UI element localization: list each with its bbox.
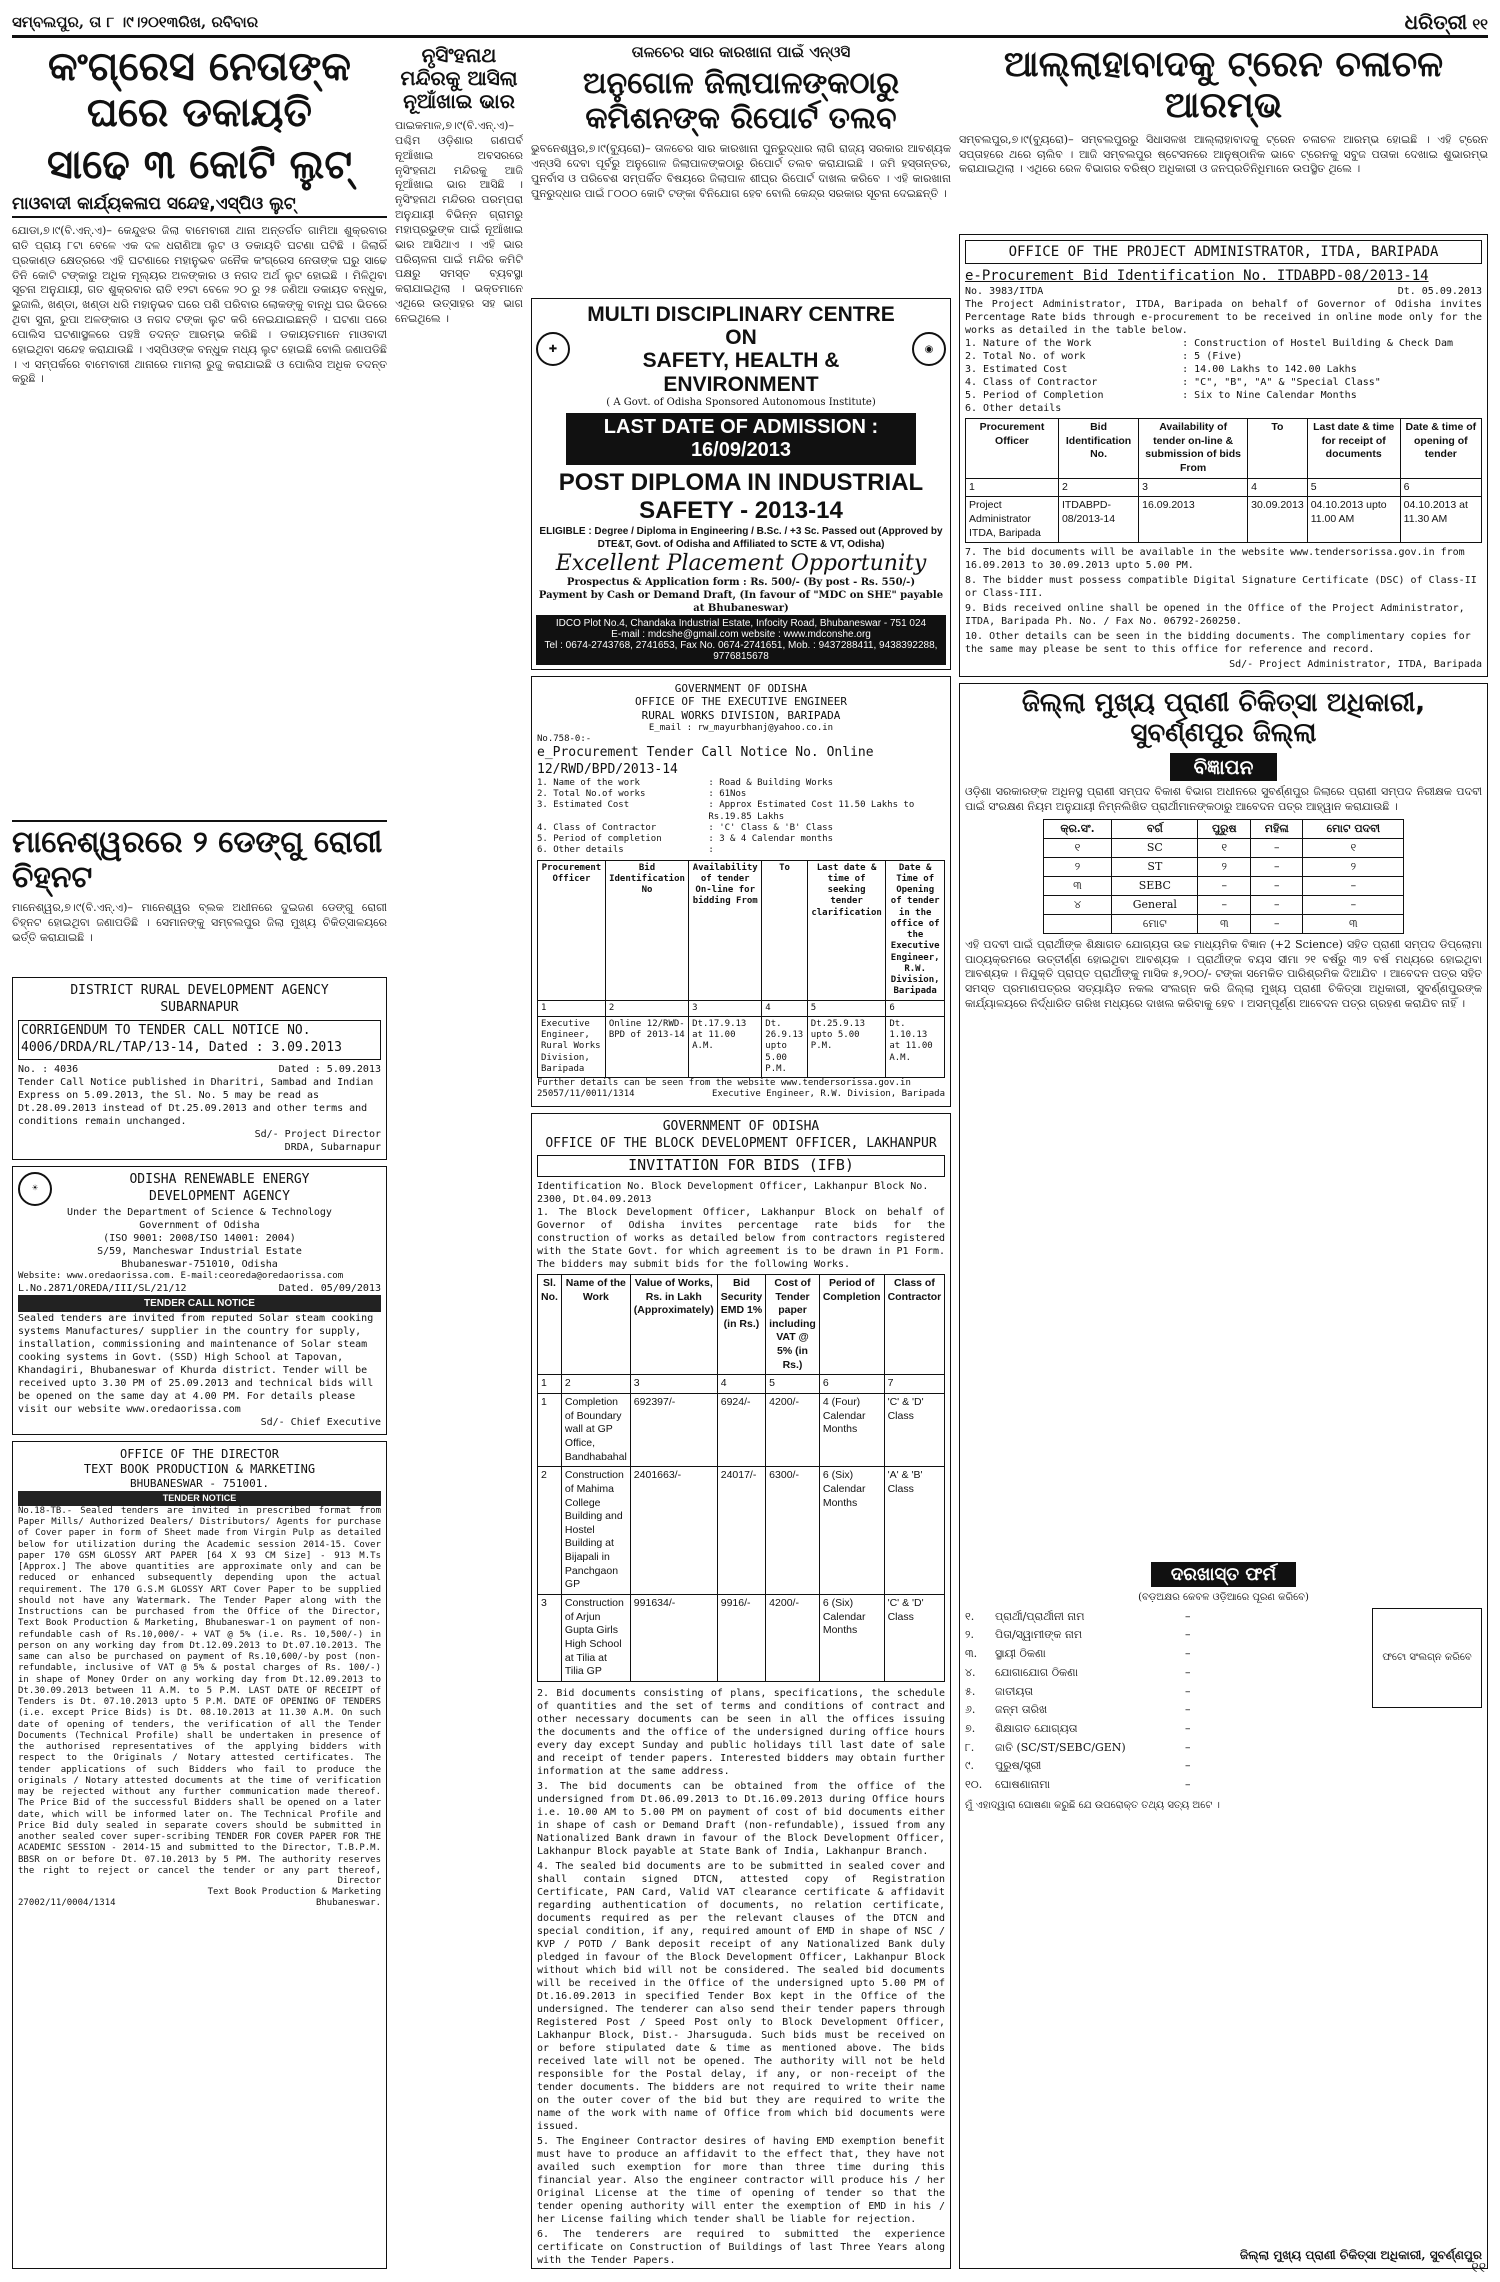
detail-key: 2. Total No. of work [965, 351, 1086, 363]
table-cell: 04.10.2013 upto 11.00 AM [1307, 497, 1400, 543]
rwd-details [537, 778, 945, 857]
cdvo-signature: ଜିଲ୍ଲା ମୁଖ୍ୟ ପ୍ରାଣୀ ଚିକିତ୍ସା ଅଧିକାରୀ, ସୁବର୍ଣ୍ଣପୁର [1239, 2248, 1482, 2262]
note-paragraph: 10. Other details can be seen in the bidding documents. The complimentary copies for the same may please be sent to this office for reference and record. [965, 631, 1471, 656]
note-paragraph: 7. The bid documents will be available in the website www.tendersorissa.gov.in from 16.09.2013 to 30.09.2013 upto 5.00 PM. [965, 547, 1465, 572]
table-header-cell: ବର୍ଗ [1112, 819, 1198, 838]
note-paragraph: 9. Bids received online shall be opened in the Office of the Project Administrator, ITDA, Baripada Ph. No. / Fax No. 06792-260250. [965, 603, 1465, 628]
table-cell: SC [1112, 838, 1198, 857]
table-number-cell: 5 [766, 1375, 820, 1394]
detail-value [1182, 402, 1482, 415]
itda-notes [965, 546, 1482, 656]
note-paragraph: 6. The tenderers are required to submitted the experience certificate on Construction of Buildings of last Three Years along with the Tender Papers. [537, 2228, 945, 2266]
form-field-blank: – [1185, 1647, 1191, 1661]
rwd-title: e_Procurement Tender Call Notice No. Online 12/RWD/BPD/2013-14 [537, 745, 874, 777]
itda-notice: OFFICE OF THE PROJECT ADMINISTRATOR, ITDA, BARIPADA e-Procurement Bid Identification No. ITDABPD-08/2013-14 No. 3983/ITDA Dt. 05.09.2013 The Project Administrator, ITDA, Baripada on behalf of Governor of Odisha invites Percentage Rate bids through e-procurement to be received in online mode only for the works as detailed in the table below. 1. Nature of the Work : Construction of Hostel Building & Check Dam 2. Total No. of work : 5 (Five) 3. Estimated Cost : 14.00 Lakhs to 142.00 Lakhs 4. Class of Contractor : "C", "B", "A" & "Special Class" 5. Period of Completion : Six to Nine Calendar Months 6. Other details Procurement Officer Bid Identification No. Availability of tender on-line & submission of bids From To Last date & time for receipt of documents Date & time of opening of tender 1 2 3 4 5 6 Project Administrator ITDA, Baripada ITDABPD-08/2013-14 16.09.2013 30.09.2013 04.10.2013 upto 11.00 AM 04.10.2013 at 11.30 AM 7. The bid documents will be available in the website www.tendersorissa.gov.in from 16.09.2013 to 30.09.2013 upto 5.00 PM. 8. The bidder must possess compatible Digital Signature Certificate (DSC) of Class-II or Class-III. 9. Bids received online shall be opened in the Office of the Project Administrator, ITDA, Baripada Ph. No. / Fax No. 06792-260250. 10. Other details can be seen in the bidding documents. The complimentary copies for the same may please be sent to this office for reference and record. Sd/- Project Administrator, ITDA, Baripada [959, 234, 1488, 678]
cdvo-body: ଏହି ପଦବୀ ପାଇଁ ପ୍ରାର୍ଥୀଙ୍କ ଶିକ୍ଷାଗତ ଯୋଗ୍ୟତା ଉଚ୍ଚ ମାଧ୍ୟମିକ ବିଜ୍ଞାନ (+2 Science) ସହିତ ପ୍ରାଣୀ ସମ୍ପଦ ଡିପ୍ଲୋମା ପାଠ୍ୟକ୍ରମରେ ଉତ୍ତୀର୍ଣ୍ଣ ହୋଇଥିବା ଆବଶ୍ୟକ । ପ୍ରାର୍ଥୀଙ୍କ ବୟସ ସୀମା ୨୧ ବର୍ଷରୁ ୩୨ ବର୍ଷ ମଧ୍ୟରେ ହୋଇଥିବା ଆବଶ୍ୟକ । ନିଯୁକ୍ତି ପ୍ରାପ୍ତ ପ୍ରାର୍ଥୀଙ୍କୁ ମାସିକ ୫,୨୦୦/- ଟଙ୍କା ସମେକିତ ପାରିଶ୍ରମିକ ଦିଆଯିବ । ଆବେଦନ ପତ୍ର ସହିତ ସମସ୍ତ ପ୍ରମାଣପତ୍ରର ସତ୍ୟାୟିତ ନକଲ ସଂଲଗ୍ନ କରି ଜିଲ୍ଲା ମୁଖ୍ୟ ପ୍ରାଣୀ ଚିକିତ୍ସା ଅଧିକାରୀ, ସୁବର୍ଣ୍ଣପୁରଙ୍କ କାର୍ଯ୍ୟାଳୟରେ ନିର୍ଦ୍ଧାରିତ ତାରିଖ ମଧ୍ୟରେ ଦାଖଲ କରିବାକୁ ହେବ । ଅସମ୍ପୂର୍ଣ୍ଣ ଆବେଦନ ପତ୍ର ଗ୍ରହଣ କରାଯିବ ନାହିଁ । [965, 937, 1482, 1011]
itda-table [965, 418, 1482, 543]
table-cell: ୧ [1043, 838, 1112, 857]
form-field-number: ୮. [965, 1740, 975, 1754]
table-number-cell: 4 [762, 1000, 808, 1016]
application-form-fields [965, 1608, 1364, 1795]
detail-key: 1. Name of the work [537, 777, 640, 788]
detail-key: 2. Total No.of works [537, 789, 646, 800]
cdvo-form-title: ଦରଖାସ୍ତ ଫର୍ମ [1151, 1562, 1296, 1587]
detail-row [965, 350, 1482, 363]
form-field-label: ଶିକ୍ଷାଗତ ଯୋଗ୍ୟତା [995, 1721, 1078, 1735]
table-cell: ୪ [1043, 895, 1112, 914]
detail-row [965, 402, 1482, 415]
table-number-cell: 2 [605, 1000, 688, 1016]
mdc-contact-bar: IDCO Plot No.4, Chandaka Industrial Estate, Infocity Road, Bhubaneswar - 751 024 E-mail : mdcshe@gmail.com website : www.mdconshe.org Tel : 0674-2743768, 2741653, Fax No. 0674-2741651, Mob. : 9437288411, 9438392288, 9776815678 [536, 615, 946, 665]
table-number-cell: 1 [538, 1375, 562, 1394]
table-header-cell: Last date & time for receipt of documents [1307, 419, 1400, 479]
table-number-cell: 3 [689, 1000, 762, 1016]
table-cell: Dt. 1.10.13 at 11.00 A.M. [886, 1016, 945, 1077]
table-cell: General [1112, 895, 1198, 914]
detail-row [537, 834, 945, 845]
table-cell: Construction of Mahima College Building and Hostel Building at Bijapali in Panchgaon GP [561, 1467, 630, 1595]
table-number-cell: 4 [717, 1375, 765, 1394]
form-field-row [965, 1757, 1364, 1776]
detail-row [537, 800, 945, 823]
oreda-notice: ☀ ODISHA RENEWABLE ENERGY DEVELOPMENT AGENCY Under the Department of Science & Technology Government of Odisha (ISO 9001: 2008/ISO 14001: 2004) S/59, Mancheswar Industrial Estate Bhubaneswar-751010, Odisha Website: www.oredaorissa.com. E-mail:ceoreda@oredaorissa.com L.No.2871/OREDA/III/SL/21/12 Dated. 05/09/2013 TENDER CALL NOTICE Sealed tenders are invited from reputed Solar steam cooking systems Manufactures/ supplier in the country for supply, installation, commissioning and maintenance of Solar steam cooking systems in Govt. (SSD) High School at Tapovan, Khandagiri, Bhubaneswar of Khurda district. Tender will be received upto 3.30 PM of 25.09.2013 and technical bids will be opened on the same day at 4.00 PM. For details please visit our website www.oredaorissa.com Sd/- Chief Executive [12, 1166, 387, 1435]
note-paragraph: 4. The sealed bid documents are to be submitted in sealed cover and shall contain signed DTCN, attested copy of Registration Certificate, PAN Card, Valid VAT clearance certificate & affidavit regarding authentication of documents, no relation certificate, documents required as per the relevant clauses of the DTCN and special condition, if any, required amount of EMD in shape of NSC / KVP / POTD / Bank deposit receipt of any Nationalized Bank duly pledged in favour of the Block Development Officer, Lakhanpur Block without which bid will not be considered. The sealed bid documents will be received in the Office of the undersigned upto 5.00 PM of Dt.16.09.2013 in specified Tender Box kept in the Office of the undersigned. The tenderer can also send their tender papers through Registered Post / Speed Post only to Block Development Officer, Lakhanpur Block, Dist.- Jharsuguda. Such bids must be received on or before stipulated date & time as mentioned above. The bids received late will not be opened. The authority will not be held responsible for the Postal delay, if any, or non-receipt of the tender documents. The bidders are not required to write their name on the outer cover of the bid but they are required to write the name of the work with name of Office from which bid documents were issued. [537, 1860, 945, 2132]
form-field-row [965, 1701, 1364, 1720]
detail-key: 6. Other details [965, 403, 1062, 415]
table-cell: ମୋଟ [1112, 914, 1198, 933]
table-cell: ୩ [1303, 914, 1404, 933]
table-cell: ୧ [1198, 838, 1251, 857]
form-field-number: ୪. [965, 1665, 976, 1679]
table-cell: 4200/- [766, 1394, 820, 1467]
detail-key: 6. Other details [537, 845, 624, 856]
form-field-label: ଜାତୀୟତା [995, 1684, 1034, 1698]
table-cell: ୨ [1043, 857, 1112, 876]
detail-row [537, 778, 945, 789]
form-field-label: ପିତା/ସ୍ୱାମୀଙ୍କ ନାମ [995, 1628, 1083, 1642]
form-field-blank: – [1185, 1759, 1191, 1773]
table-number-cell: 5 [1307, 478, 1400, 497]
table-cell: Dt.25.9.13 upto 5.00 P.M. [807, 1016, 886, 1077]
col3-body: ଭୁବନେଶ୍ୱର,୭।୯(ବ୍ୟୁରୋ)– ତାଳଚେର ସାର କାରଖାନା ପୁନରୁଦ୍ଧାର ଲାଗି ରାଜ୍ୟ ସରକାର ଆବଶ୍ୟକ ଏନ୍‌ଓସି ଦେବା ପୂର୍ବରୁ ଅନୁଗୋଳ ଜିଲାପାଳଙ୍କଠାରୁ ରିପୋର୍ଟ ତଲବ କରାଯାଇଛି । ଜମି ହସ୍ତାନ୍ତର, ପୁନର୍ବାସ ଓ ପରିବେଶ ସମ୍ପର୍କିତ ବିଷୟରେ ଜିଲାପାଳ ଶୀଘ୍ର ରିପୋର୍ଟ ଦାଖଲ କରିବେ । ଏହି କାରଖାନା ପୁନରୁଦ୍ଧାର ପାଇଁ ୮୦୦୦ କୋଟି ଟଙ୍କା ବିନିଯୋଗ ହେବ ବୋଲି କେନ୍ଦ୍ର ସରକାର ସୂଚନା ଦେଇଛନ୍ତି । [531, 142, 951, 200]
itda-details [965, 337, 1482, 415]
form-field-number: ୫. [965, 1684, 976, 1698]
col3-kicker: ତାଳଚେର ସାର କାରଖାନା ପାଇଁ ଏନ୍‌ଓସି [631, 44, 851, 61]
table-row [1043, 857, 1404, 876]
table-header-cell: ମହିଳା [1251, 819, 1303, 838]
mdc-last-date: LAST DATE OF ADMISSION : 16/09/2013 [566, 413, 916, 465]
table-cell: 6 (Six) Calendar Months [819, 1467, 884, 1595]
masthead [12, 8, 1488, 38]
col2-headline: ନୃସିଂହନାଥ ମନ୍ଦିରକୁ ଆସିଲା ନୂଆଁଖାଇ ଭାର [400, 44, 518, 113]
bdo-notice: GOVERNMENT OF ODISHA OFFICE OF THE BLOCK DEVELOPMENT OFFICER, LAKHANPUR INVITATION FOR BIDS (IFB) Identification No. Block Development Officer, Lakhanpur Block No. 2300, Dt.04.09.2013 1. The Block Development Officer, Lakhanpur Block on behalf of Governor of Odisha invites percentage rate bids for the construction of works as detailed below from contractors registered with the State Govt. for which agreement is to be drawn in P1 Form. The bidders may submit bids for the following Works. Sl. No. Name of the Work Value of Works, Rs. in Lakh (Approximately) Bid Security EMD 1% (in Rs.) Cost of Tender paper including VAT @ 5% (in Rs.) Period of Completion Class of Contractor 1 2 3 4 5 6 7 1 Completion of Boundary wall at GP Office, Bandhabahal 692397/- 6924/- 4200/- 4 (Four) Calendar Months 'C' & 'D' Class 2 Construction of Mahima College Building and Hostel Building at Bijapali in Panchgaon GP 2401663/- 24017/- 6300/- 6 (Six) Calendar Months 'A' & 'B' Class 3 Construction of Arjun Gupta Girls High School at Tilia at Tilia GP 991634/- 9916/- 4200/- 6 (Six) Calendar Months 'C' & 'D' Class 2. Bid documents consisting of plans, specifications, the schedule of quantities and the set of terms and conditions of contract and other necessary documents can be seen in all the offices issuing the documents and the office of the undersigned during office hours every day except Sunday and public holidays till last date of sale and receipt of tender papers. Interested bidders may obtain further information at the same address. 3. The bid documents can be obtained from the office of the undersigned from Dt.06.09.2013 to Dt.16.09.2013 during Office hours i.e. 10.00 AM to 5.00 PM on payment of cost of bid documents either in shape of cash or Demand Draft (non-refundable), issued from any Nationalized Bank drawn in favour of the Block Development Officer, Lakhanpur Block payable at State Bank of India, Lakhanpur Branch. 4. The sealed bid documents are to be submitted in sealed cover and shall contain signed DTCN, attested copy of Registration Certificate, PAN Card, Valid VAT clearance certificate & affidavit regarding authentication of documents, no relation certificate, documents required as per the relevant clauses of the DTCN and special condition, if any, required amount of EMD in shape of NSC / KVP / POTD / Bank deposit receipt of any Nationalized Bank duly pledged in favour of the Block Development Officer, Lakhanpur Block without which bid will not be considered. The sealed bid documents will be received in the Office of the undersigned upto 5.00 PM of Dt.16.09.2013 in specified Tender Box kept in the Office of the undersigned. The tenderer can also send their tender papers through Registered Post / Speed Post only to Block Development Officer, Lakhanpur Block, Dist.- Jharsuguda. Such bids must be received on or before stipulated date & time as mentioned above. The bids received late will not be opened. The authority will not be held responsible for the Postal delay, if any, or non-receipt of the tender documents. The bidders are not required to write their name on the outer cover of the bid but they are required to write the name of the work with name of Office from which bid documents were issued. 5. The Engineer Contractor desires of having EMD exemption benefit must have to produce an affidavit to the effect that, they have not availed such exemption for more than three time during this financial year. Also the engineer contractor will produce his / her Original License at the time of opening of tender so that the tender opening authority will enter the exemption of EMD in his / her License failing which tender shall be liable for rejection. 6. The tenderers are required to submitted the experience certificate on Construction of Buildings of last Three Years along with the Tender Papers. [531, 1113, 951, 2269]
table-number-cell: 2 [561, 1375, 630, 1394]
form-field-number: ୩. [965, 1647, 978, 1661]
column-3 [531, 44, 951, 2269]
form-field-blank: – [1185, 1740, 1191, 1754]
rwd-notice: GOVERNMENT OF ODISHA OFFICE OF THE EXECUTIVE ENGINEER RURAL WORKS DIVISION, BARIPADA E_mail : rw_mayurbhanj@yahoo.co.in No.758-0:- e_Procurement Tender Call Notice No. Online 12/RWD/BPD/2013-14 1. Name of the work : Road & Building Works 2. Total No.of works : 61Nos 3. Estimated Cost : Approx Estimated Cost 11.50 Lakhs to Rs.19.85 Lakhs 4. Class of Contractor : 'C' Class & 'B' Class 5. Period of completion : 3 & 4 Calendar months 6. Other details : Procurement Officer Bid Identification No Availability of tender On-line for bidding From To Last date & time of seeking tender clarification Date & Time of Opening of tender in the office of the Executive Engineer, R.W. Division, Baripada 1 2 3 4 5 6 Executive Engineer, Rural Works Division, Baripada Online 12/RWD-BPD of 2013-14 Dt.17.9.13 at 11.00 A.M. Dt. 26.9.13 upto 5.00 P.M. Dt.25.9.13 upto 5.00 P.M. Dt. 1.10.13 at 11.00 A.M. Further details can be seen from the website www.tendersorissa.gov.in 25057/11/0011/1314 Executive Engineer, R.W. Division, Baripada [531, 676, 951, 1107]
col4-headline: ଆଲ୍ଲାହାବାଦକୁ ଟ୍ରେନ ଚଳାଚଳ ଆରମ୍ଭ [1003, 44, 1444, 127]
table-row [538, 1394, 945, 1467]
table-header-cell: ମୋଟ ପଦବୀ [1303, 819, 1404, 838]
detail-value: : Approx Estimated Cost 11.50 Lakhs to Rs.19.85 Lakhs [708, 800, 915, 822]
oreda-logo-icon: ☀ [18, 1172, 52, 1206]
table-cell: ୨ [1198, 857, 1251, 876]
table-cell: ୨ [1303, 857, 1404, 876]
detail-row [965, 363, 1482, 376]
mdc-course: POST DIPLOMA IN INDUSTRIAL SAFETY - 2013-14 [558, 468, 924, 524]
odisha-emblem-icon: ◉ [912, 332, 946, 366]
column-2 [395, 44, 523, 2269]
form-field-row [965, 1776, 1364, 1795]
table-number-cell: 3 [1139, 478, 1248, 497]
form-field-row [965, 1683, 1364, 1702]
table-header-cell: Class of Contractor [884, 1274, 945, 1374]
form-field-number: ୭. [965, 1721, 976, 1735]
table-cell: Construction of Arjun Gupta Girls High School at Tilia at Tilia GP [561, 1595, 630, 1682]
table-cell: ST [1112, 857, 1198, 876]
table-header-cell: Sl. No. [538, 1274, 562, 1374]
folio: ୧୧ [1471, 2260, 1486, 2276]
bdo-ifb-bar: INVITATION FOR BIDS (IFB) [537, 1155, 945, 1177]
photo-placeholder: ଫଟୋ ସଂଲଗ୍ନ କରିବେ [1372, 1608, 1482, 1708]
detail-value: : "C", "B", "A" & "Special Class" [1182, 377, 1381, 389]
detail-value: : Road & Building Works [708, 777, 833, 788]
form-field-label: ସ୍ଥାୟୀ ଠିକଣା [995, 1647, 1046, 1661]
table-header-cell: Procurement Officer [966, 419, 1059, 479]
table-cell: 3 [538, 1595, 562, 1682]
form-field-label: ଜାତି (SC/ST/SEBC/GEN) [995, 1740, 1126, 1754]
table-cell: – [1251, 914, 1303, 933]
table-row [1043, 876, 1404, 895]
table-cell: 'A' & 'B' Class [884, 1467, 945, 1595]
mdc-logo-icon: ✚ [536, 332, 570, 366]
table-cell [1043, 914, 1112, 933]
detail-value: : 5 (Five) [1182, 351, 1243, 363]
lead-story-body: ଯୋଡା,୭।୯(ବି.ଏନ୍.ଏ)– କେନ୍ଦୁଝର ଜିଲା ବାମେବାରୀ ଥାନା ଅନ୍ତର୍ଗତ ଗାମିଆ ଶୁକ୍ରବାର ରାତି ପ୍ରାୟ ୮ଟା ବେଳେ ଏକ ଦଳ ଧରାଣିଆ ଲୁଟ ଓ ଡକାୟତି ଘଟଣା ଘଟିଛି । ଜିଲାରିଁ ପ୍ରକାଣ୍ଡ କ୍ଷେତ୍ରରେ ଏହି ଘଟଣାରେ ମହାନୁଭବ ଜନୈକ କଂଗ୍ରେସ ନେତାଙ୍କ ଘରୁ ସାଢେ ତିନି କୋଟି ଟଙ୍କାରୁ ଅଧିକ ମୂଲ୍ୟର ଅଳଙ୍କାର ଓ ନଗଦ ଅର୍ଥ ଲୁଟ ହୋଇଛି । ମିଳିଥିବା ସୂଚନା ଅନୁଯାୟୀ, ଗତ ଶୁକ୍ରବାର ରାତି ୧୨ଟା ବେଳେ ୨୦ ରୁ ୨୫ ଜଣିଆ ଡକାୟତ ବନ୍ଧୁକ, ଭୁଜାଲି, ଖଣ୍ଡା, ଖଣ୍ଡା ଧରି ମହାନୁଭବ ଘରେ ପଶି ପରିବାର ଲୋକଙ୍କୁ ବାନ୍ଧି ଘର ଭିତରେ ଥିବା ସୁନା, ରୁପା ଅଳଙ୍କାର ଓ ନଗଦ ଟଙ୍କା ଲୁଟ କରି ନେଇଯାଇଛନ୍ତି । ଘଟଣା ପରେ ପୋଲିସ ଘଟଣାସ୍ଥଳରେ ପହଞ୍ଚି ତଦନ୍ତ ଆରମ୍ଭ କରିଛି । ଡକାୟତମାନେ ମାଓବାଦୀ ହୋଇଥିବା ସନ୍ଦେହ କରାଯାଉଛି । ଏସ୍‌ପିଓଙ୍କ ବନ୍ଧୁକ ମଧ୍ୟ ଲୁଟ ହୋଇଛି ବୋଲି ଜଣାପଡିଛି । ଏ ସମ୍ପର୍କରେ ବାମେବାରୀ ଥାନାରେ ମାମଲା ରୁଜୁ କରାଯାଇଛି ଓ ପୋଲିସ ଅଧିକ ତଦନ୍ତ କରୁଛି । [12, 224, 387, 386]
table-cell: 991634/- [630, 1595, 717, 1682]
form-field-blank: – [1185, 1665, 1191, 1679]
drda-corrigendum-bar: CORRIGENDUM TO TENDER CALL NOTICE NO. 4006/DRDA/RL/TAP/13-14, Dated : 3.09.2013 [18, 1020, 381, 1060]
table-number-cell: 4 [1248, 478, 1308, 497]
detail-key: 5. Period of Completion [965, 390, 1104, 402]
table-row [1043, 895, 1404, 914]
rwd-table [537, 860, 945, 1079]
mdc-advert: ✚ MULTI DISCIPLINARY CENTRE ON SAFETY, HEALTH & ENVIRONMENT ◉ ( A Govt. of Odisha Sponsored Autonomous Institute) LAST DATE OF ADMISSION : 16/09/2013 POST DIPLOMA IN INDUSTRIAL SAFETY - 2013-14 ELIGIBLE : Degree / Diploma in Engineering / B.Sc. / +3 Sc. Passed out (Approved by DTE&T, Govt. of Odisha and Affiliated to SCTE & VT, Odisha) Excellent Placement Opportunity Prospectus & Application form : Rs. 500/- (By post - Rs. 550/-) Payment by Cash or Demand Draft, (In favour of "MDC on SHE" payable at Bhubaneswar) IDCO Plot No.4, Chandaka Industrial Estate, Infocity Road, Bhubaneswar - 751 024 E-mail : mdcshe@gmail.com website : www.mdconshe.org Tel : 0674-2743768, 2741653, Fax No. 0674-2741651, Mob. : 9437288411, 9438392288, 9776815678 [531, 298, 951, 669]
table-cell: – [1251, 876, 1303, 895]
table-row [538, 1467, 945, 1595]
table-cell: – [1303, 876, 1404, 895]
table-row [1043, 838, 1404, 857]
detail-value: : Construction of Hostel Building & Check Dam [1182, 338, 1454, 350]
table-cell: SEBC [1112, 876, 1198, 895]
lead-headline-2: ସାଢେ ୩ କୋଟି ଲୁଟ୍ [46, 142, 353, 188]
table-number-cell: 6 [886, 1000, 945, 1016]
table-cell: 2 [538, 1467, 562, 1595]
table-number-cell: 3 [630, 1375, 717, 1394]
table-number-cell: 6 [819, 1375, 884, 1394]
table-header-cell: To [1248, 419, 1308, 479]
table-cell: – [1251, 838, 1303, 857]
cdvo-advert: ଜିଲ୍ଲା ମୁଖ୍ୟ ପ୍ରାଣୀ ଚିକିତ୍ସା ଅଧିକାରୀ, ସୁବର୍ଣ୍ଣପୁର ଜିଲ୍ଲା ବିଜ୍ଞାପନ ଓଡ଼ିଶା ସରକାରଙ୍କ ଅଧିନସ୍ଥ ପ୍ରାଣୀ ସମ୍ପଦ ବିକାଶ ବିଭାଗ ଅଧୀନରେ ସୁବର୍ଣ୍ଣପୁର ଜିଲାରେ ପ୍ରାଣୀ ସମ୍ପଦ ନିରୀକ୍ଷକ ପଦବୀ ପାଇଁ ସଂରକ୍ଷଣ ନିୟମ ଅନୁଯାୟୀ ନିମ୍ନଲିଖିତ ପ୍ରାର୍ଥୀମାନଙ୍କଠାରୁ ଆବେଦନ ପତ୍ର ଆହ୍ୱାନ କରାଯାଉଛି । କ୍ର.ସଂ. ବର୍ଗ ପୁରୁଷ ମହିଳା ମୋଟ ପଦବୀ ୧ SC ୧ – ୧ ୨ ST ୨ – ୨ ୩ SEBC – – – ୪ General – – – ମୋଟ ୩ – ୩ ଏହି ପଦବୀ ପାଇଁ ପ୍ରାର୍ଥୀଙ୍କ ଶିକ୍ଷାଗତ ଯୋଗ୍ୟତା ଉଚ୍ଚ ମାଧ୍ୟମିକ ବିଜ୍ଞାନ (+2 Science) ସହିତ ପ୍ରାଣୀ ସମ୍ପଦ ଡିପ୍ଲୋମା ପାଠ୍ୟକ୍ରମରେ ଉତ୍ତୀର୍ଣ୍ଣ ହୋଇଥିବା ଆବଶ୍ୟକ । ପ୍ରାର୍ଥୀଙ୍କ ବୟସ ସୀମା ୨୧ ବର୍ଷରୁ ୩୨ ବର୍ଷ ମଧ୍ୟରେ ହୋଇଥିବା ଆବଶ୍ୟକ । ନିଯୁକ୍ତି ପ୍ରାପ୍ତ ପ୍ରାର୍ଥୀଙ୍କୁ ମାସିକ ୫,୨୦୦/- ଟଙ୍କା ସମେକିତ ପାରିଶ୍ରମିକ ଦିଆଯିବ । ଆବେଦନ ପତ୍ର ସହିତ ସମସ୍ତ ପ୍ରମାଣପତ୍ରର ସତ୍ୟାୟିତ ନକଲ ସଂଲଗ୍ନ କରି ଜିଲ୍ଲା ମୁଖ୍ୟ ପ୍ରାଣୀ ଚିକିତ୍ସା ଅଧିକାରୀ, ସୁବର୍ଣ୍ଣପୁରଙ୍କ କାର୍ଯ୍ୟାଳୟରେ ନିର୍ଦ୍ଧାରିତ ତାରିଖ ମଧ୍ୟରେ ଦାଖଲ କରିବାକୁ ହେବ । ଅସମ୍ପୂର୍ଣ୍ଣ ଆବେଦନ ପତ୍ର ଗ୍ରହଣ କରାଯିବ ନାହିଁ । ଦରଖାସ୍ତ ଫର୍ମ (ବଡ଼ଅକ୍ଷର କେବଳ ଓଡ଼ିଆରେ ପୂରଣ କରିବେ) ୧. ପ୍ରାର୍ଥୀ/ପ୍ରାର୍ଥୀନୀ ନାମ – ୨. ପିତା/ସ୍ୱାମୀଙ୍କ ନାମ – ୩. ସ୍ଥାୟୀ ଠିକଣା – ୪. ଯୋଗାଯୋଗ ଠିକଣା – ୫. ଜାତୀୟତା – ୬. ଜନ୍ମ ତାରିଖ – ୭. ଶିକ୍ଷାଗତ ଯୋଗ୍ୟତା – ୮. ଜାତି (SC/ST/SEBC/GEN) – ୯. ପୁରୁଷ/ସ୍ତ୍ରୀ – ୧୦. ଘୋଷଣାନାମା – ଫଟୋ ସଂଲଗ୍ନ କରିବେ ମୁଁ ଏହାଦ୍ୱାରା ଘୋଷଣା କରୁଛି ଯେ ଉପରୋକ୍ତ ତଥ୍ୟ ସତ୍ୟ ଅଟେ । ଜିଲ୍ଲା ମୁଖ୍ୟ ପ୍ରାଣୀ ଚିକିତ୍ସା ଅଧିକାରୀ, ସୁବର୍ଣ୍ଣପୁର [959, 683, 1488, 2269]
table-header-cell: To [762, 860, 808, 1000]
col2-body: ପାଇକମାଳ,୭।୯(ବି.ଏନ୍.ଏ)– ପଶ୍ଚିମ ଓଡ଼ିଶାର ଗଣପର୍ବ ନୂଆଁଖାଇ ଅବସରରେ ନୃସିଂହନାଥ ମନ୍ଦିରକୁ ଆଜି ନୂଆଁଖାଇ ଭାର ଆସିଛି । ନୃସିଂହନାଥ ମନ୍ଦିରର ପରମ୍ପରା ଅନୁଯାୟୀ ବିଭିନ୍ନ ଗ୍ରାମରୁ ମହାପ୍ରଭୁଙ୍କ ପାଇଁ ନୂଆଁଖାଇ ଭାର ଆସିଥାଏ । ଏହି ଭାର ପରିଚାଳନା ପାଇଁ ମନ୍ଦିର କମିଟି ପକ୍ଷରୁ ସମସ୍ତ ବ୍ୟବସ୍ଥା କରାଯାଇଥିଲା । ଭକ୍ତମାନେ ଏଥିରେ ଉତ୍ସାହର ସହ ଭାଗ ନେଇଥିଲେ । [395, 119, 523, 325]
table-cell: 9916/- [717, 1595, 765, 1682]
table-header-cell: Availability of tender on-line & submission of bids From [1139, 419, 1248, 479]
table-cell: 30.09.2013 [1248, 497, 1308, 543]
detail-row [537, 845, 945, 856]
table-cell: 6 (Six) Calendar Months [819, 1595, 884, 1682]
note-paragraph: 8. The bidder must possess compatible Digital Signature Certificate (DSC) of Class-II or Class-III. [965, 575, 1477, 600]
newspaper-brand: ଧରିତ୍ରୀ [1404, 9, 1468, 34]
table-cell: – [1303, 895, 1404, 914]
form-field-label: ଘୋଷଣାନାମା [995, 1777, 1051, 1791]
form-field-row [965, 1645, 1364, 1664]
note-paragraph: 2. Bid documents consisting of plans, specifications, the schedule of quantities and the set of terms and conditions of contract and other necessary documents can be seen in all the offices issuing the documents and the office of the undersigned during office hours every day except Sunday and public holidays till last date of sale and receipt of tender papers. Interested bidders may obtain further information at the same address. [537, 1687, 945, 1777]
detail-key: 4. Class of Contractor [537, 822, 657, 833]
table-header-cell: Last date & time of seeking tender clarification [807, 860, 886, 1000]
table-row [1043, 914, 1404, 933]
form-field-blank: – [1185, 1703, 1191, 1717]
col3-headline: ଅନୁଗୋଳ ଜିଲାପାଳଙ୍କଠାରୁ କମିଶନଙ୍କ ରିପୋର୍ଟ ତଲବ [582, 66, 900, 136]
table-cell: 'C' & 'D' Class [884, 1394, 945, 1467]
form-field-number: ୧. [965, 1609, 975, 1623]
form-field-row [965, 1608, 1364, 1627]
col4-body: ସମ୍ବଲପୁର,୭।୯(ବ୍ୟୁରୋ)– ସମ୍ବଲପୁରରୁ ସିଧାସଳଖ ଆଲ୍ଲାହାବାଦକୁ ଟ୍ରେନ ଚଳାଚଳ ଆରମ୍ଭ ହୋଇଛି । ଏହି ଟ୍ରେନ ସପ୍ତାହରେ ଥରେ ଚାଲିବ । ଆଜି ସମ୍ବଲପୁର ଷ୍ଟେସନରେ ଆନୁଷ୍ଠାନିକ ଭାବେ ଟ୍ରେନକୁ ସବୁଜ ପତାକା ଦେଖାଇ ଶୁଭାରମ୍ଭ କରାଯାଇଥିଲା । ଏଥିରେ ରେଳ ବିଭାଗର ବରିଷ୍ଠ ଅଧିକାରୀ ଓ ଜନପ୍ରତିନିଧିମାନେ ଉପସ୍ଥିତ ଥିଲେ । [959, 132, 1488, 176]
form-field-blank: – [1185, 1684, 1191, 1698]
table-cell: ୩ [1198, 914, 1251, 933]
table-number-cell: 1 [538, 1000, 606, 1016]
form-field-row [965, 1739, 1364, 1758]
table-cell: 04.10.2013 at 11.30 AM [1400, 497, 1481, 543]
lead-subheadline: ମାଓବାଦୀ କାର୍ଯ୍ୟକଳାପ ସନ୍ଦେହ,ଏସ୍‌ପିଓ ଲୁଟ୍ [12, 194, 387, 218]
table-cell: – [1251, 895, 1303, 914]
table-cell: 1 [538, 1394, 562, 1467]
form-field-number: ୧୦. [965, 1777, 983, 1791]
table-cell: ୩ [1043, 876, 1112, 895]
table-cell: 6300/- [766, 1467, 820, 1595]
cdvo-headline: ଜିଲ୍ଲା ମୁଖ୍ୟ ପ୍ରାଣୀ ଚିକିତ୍ସା ଅଧିକାରୀ, ସୁବର୍ଣ୍ଣପୁର ଜିଲ୍ଲା [1021, 688, 1426, 749]
table-header-cell: Date & Time of Opening of tender in the office of the Executive Engineer, R.W. Division, Baripada [886, 860, 945, 1000]
story2-headline: ମାନେଶ୍ୱରରେ ୨ ଡେଙ୍ଗୁ ରୋଗୀ ଚିହ୍ନଟ [12, 820, 387, 895]
table-cell: ୧ [1303, 838, 1404, 857]
table-header-cell: Value of Works, Rs. in Lakh (Approximately) [630, 1274, 717, 1374]
table-cell: 692397/- [630, 1394, 717, 1467]
table-number-cell: 6 [1400, 478, 1481, 497]
table-cell: Executive Engineer, Rural Works Division, Baripada [538, 1016, 606, 1077]
detail-row [965, 376, 1482, 389]
detail-row [965, 337, 1482, 350]
table-header-cell: Cost of Tender paper including VAT @ 5% (in Rs.) [766, 1274, 820, 1374]
table-cell: – [1251, 857, 1303, 876]
column-1 [12, 44, 387, 2269]
detail-value: : [708, 845, 714, 856]
note-paragraph: 5. The Engineer Contractor desires of having EMD exemption benefit must have to produce an affidavit to the effect that, they have not availed such exemption for more than three time during this financial year. Also the engineer contractor will produce his / her Original License at the time of opening of tender so that the tender opening authority will enter the exemption of EMD in his / her License failing which tender shall be liable for rejection. [537, 2135, 945, 2225]
table-number-cell: 2 [1058, 478, 1138, 497]
table-cell: Online 12/RWD-BPD of 2013-14 [605, 1016, 688, 1077]
table-header-cell: Period of Completion [819, 1274, 884, 1374]
detail-value: : 3 & 4 Calendar months [708, 834, 833, 845]
detail-key: 3. Estimated Cost [537, 800, 630, 811]
table-cell: Completion of Boundary wall at GP Office, Bandhabahal [561, 1394, 630, 1467]
table-cell: 6924/- [717, 1394, 765, 1467]
cdvo-badge: ବିଜ୍ଞାପନ [1170, 753, 1278, 781]
table-cell: Dt. 26.9.13 upto 5.00 P.M. [762, 1016, 808, 1077]
page-number: ୧୧ [1472, 14, 1488, 33]
detail-row [537, 789, 945, 800]
itda-office-bar: OFFICE OF THE PROJECT ADMINISTRATOR, ITDA, BARIPADA [965, 240, 1482, 264]
form-field-label: ପ୍ରାର୍ଥୀ/ପ୍ରାର୍ଥୀନୀ ନାମ [995, 1609, 1085, 1623]
table-cell: – [1198, 876, 1251, 895]
table-header-cell: Availability of tender On-line for bidding From [689, 860, 762, 1000]
table-row [538, 1595, 945, 1682]
form-field-label: ଯୋଗାଯୋଗ ଠିକଣା [995, 1665, 1079, 1679]
table-cell: 24017/- [717, 1467, 765, 1595]
form-field-label: ଜନ୍ମ ତାରିଖ [995, 1703, 1048, 1717]
column-4 [959, 44, 1488, 2269]
form-field-row [965, 1664, 1364, 1683]
table-header-cell: Procurement Officer [538, 860, 606, 1000]
drda-notice: DISTRICT RURAL DEVELOPMENT AGENCY SUBARNAPUR CORRIGENDUM TO TENDER CALL NOTICE NO. 4006/DRDA/RL/TAP/13-14, Dated : 3.09.2013 No. : 4036 Dated : 5.09.2013 Tender Call Notice published in Dharitri, Sambad and Indian Express on 5.09.2013, the Sl. No. 5 may be read as Dt.28.09.2013 instead of Dt.25.09.2013 and other terms and conditions remain unchanged. Sd/- Project Director DRDA, Subarnapur [12, 977, 387, 1160]
table-number-cell: 7 [884, 1375, 945, 1394]
table-cell: 2401663/- [630, 1467, 717, 1595]
oreda-tender-bar: TENDER CALL NOTICE [18, 1295, 381, 1312]
bdo-works-table [537, 1274, 945, 1682]
form-field-row [965, 1626, 1364, 1645]
table-number-cell: 1 [966, 478, 1059, 497]
detail-key: 5. Period of completion [537, 834, 662, 845]
detail-row [965, 389, 1482, 402]
form-field-blank: – [1185, 1721, 1191, 1735]
detail-row [537, 823, 945, 834]
form-field-blank: – [1185, 1628, 1191, 1642]
table-header-cell: Date & time of opening of tender [1400, 419, 1481, 479]
table-cell: ITDABPD-08/2013-14 [1058, 497, 1138, 543]
note-paragraph: 3. The bid documents can be obtained from the office of the undersigned from Dt.06.09.2013 to Dt.16.09.2013 during Office hours i.e. 10.00 AM to 5.00 PM on payment of cost of bid documents either in shape of cash or Demand Draft (non-refundable), issued from any Nationalized Bank drawn in favour of the Block Development Officer, Lakhanpur Block payable at State Bank of India, Lakhanpur Branch. [537, 1780, 945, 1857]
table-cell: – [1198, 895, 1251, 914]
form-field-blank: – [1185, 1609, 1191, 1623]
tbpm-notice: OFFICE OF THE DIRECTOR TEXT BOOK PRODUCTION & MARKETING BHUBANESWAR - 751001. TENDER NOTICE No.18-TB.- Sealed tenders are invited in prescribed format from Paper Mills/ Authorized Dealers/ Distributors/ Agents for purchase of Cover paper in form of Sheet made from Virgin Pulp as detailed below for utilization during the Academic session 2014-15. Cover paper 170 GSM GLOSSY ART PAPER [64 X 93 CM Size] - 913 M.Ts [Approx.] The above quantities are approximate only and can be reduced or enhanced subsequently depending upon the actual requirement. The 170 G.S.M GLOSSY ART Cover Paper to be supplied should not have any Watermark. The Tender Paper along with the Instructions can be purchased from the Office of the Director, Text Book Production & Marketing, Bhubaneswar-1 on payment of non-refundable cash of Rs.10,000/- + VAT @ 5% (i.e. Rs. 10,500/-) in person on any working day from Dt.12.09.2013 to Dt.07.10.2013. The same can also be purchased on payment of Rs.10,600/-by post (non-refundable, inclusive of VAT @ 5% & postal charges of Rs. 100/-) in shape of Money Order on any working day from Dt.12.09.2013 to Dt.30.09.2013 between 11 A.M. to 5 P.M. LAST DATE OF RECEIPT of Tenders is Dt. 07.10.2013 upto 5 P.M. DATE OF OPENING OF TENDERS (i.e. except Price Bids) is Dt. 08.10.2013 at 11.30 A.M. On such date of opening of tenders, the verification of all the Tender Documents (Technical Profile) shall be undertaken in presence of the authorised representatives of the applying bidders with respect to the Originals / Notary attested certificates. The tender applications of such Bidders who fail to produce the originals / Notary attested documents at the time of verification may be rejected without any further communication made thereof. The Price Bid of the successful Bidders shall be opened on a later date, which will be informed later on. The Technical Profile and Price Bid duly sealed in separate covers should be submitted in another sealed cover super-scribing TENDER FOR COVER PAPER FOR THE ACADEMIC SESSION - 2014-15 and submitted to the Director, T.B.P.M. BBSR on or before Dt. 07.10.2013 by 5 PM. The authority reserves the right to reject or cancel the tender or any part thereof, Director Text Book Production & Marketing 27002/11/0004/1314 Bhubaneswar. [12, 1441, 387, 2269]
table-cell: Dt.17.9.13 at 11.00 A.M. [689, 1016, 762, 1077]
lead-headline-1: କଂଗ୍ରେସ ନେତାଙ୍କ ଘରେ ଡକାୟତି [47, 44, 351, 136]
form-field-number: ୨. [965, 1628, 974, 1642]
form-field-label: ପୁରୁଷ/ସ୍ତ୍ରୀ [995, 1759, 1042, 1773]
table-cell: 'C' & 'D' Class [884, 1595, 945, 1682]
table-header-cell: Name of the Work [561, 1274, 630, 1374]
cdvo-post-table [1043, 819, 1405, 934]
detail-value: : 'C' Class & 'B' Class [708, 822, 833, 833]
detail-key: 1. Nature of the Work [965, 338, 1092, 350]
itda-bid-title: e-Procurement Bid Identification No. ITDABPD-08/2013-14 [965, 267, 1429, 284]
table-header-cell: Bid Security EMD 1% (in Rs.) [717, 1274, 765, 1374]
dateline: ସମ୍ବଲପୁର, ତା ୮ ।୯।୨୦୧୩ରିଖ, ରବିବାର [12, 12, 259, 31]
form-field-blank: – [1185, 1777, 1191, 1791]
story2-body: ମାନେଶ୍ୱର,୭।୯(ବି.ଏନ୍.ଏ)– ମାନେଶ୍ୱର ବ୍ଲକ ଅଧୀନରେ ଦୁଇଜଣ ଡେଙ୍ଗୁ ରୋଗୀ ଚିହ୍ନଟ ହୋଇଥିବା ଜଣାପଡିଛି । ସେମାନଙ୍କୁ ସମ୍ବଲପୁର ଜିଲା ମୁଖ୍ୟ ଚିକିତ୍ସାଳୟରେ ଭର୍ତ୍ତି କରାଯାଇଛି । [12, 901, 387, 944]
table-number-cell: 5 [807, 1000, 886, 1016]
detail-value: : 61Nos [708, 789, 747, 800]
table-header-cell: Bid Identification No. [1058, 419, 1138, 479]
table-header-cell: Bid Identification No [605, 860, 688, 1000]
detail-key: 4. Class of Contractor [965, 377, 1098, 389]
table-header-cell: କ୍ର.ସଂ. [1043, 819, 1112, 838]
form-field-number: ୬. [965, 1703, 976, 1717]
detail-value: : Six to Nine Calendar Months [1182, 390, 1357, 402]
table-header-cell: ପୁରୁଷ [1198, 819, 1251, 838]
table-cell: 4200/- [766, 1595, 820, 1682]
table-cell: 16.09.2013 [1139, 497, 1248, 543]
form-field-row [965, 1720, 1364, 1739]
detail-value: : 14.00 Lakhs to 142.00 Lakhs [1182, 364, 1357, 376]
form-field-number: ୯. [965, 1759, 974, 1773]
tbpm-tender-bar: TENDER NOTICE [18, 1491, 381, 1506]
table-cell: 4 (Four) Calendar Months [819, 1394, 884, 1467]
table-cell: Project Administrator ITDA, Baripada [966, 497, 1059, 543]
detail-key: 3. Estimated Cost [965, 364, 1068, 376]
bdo-notes [537, 1685, 945, 2269]
